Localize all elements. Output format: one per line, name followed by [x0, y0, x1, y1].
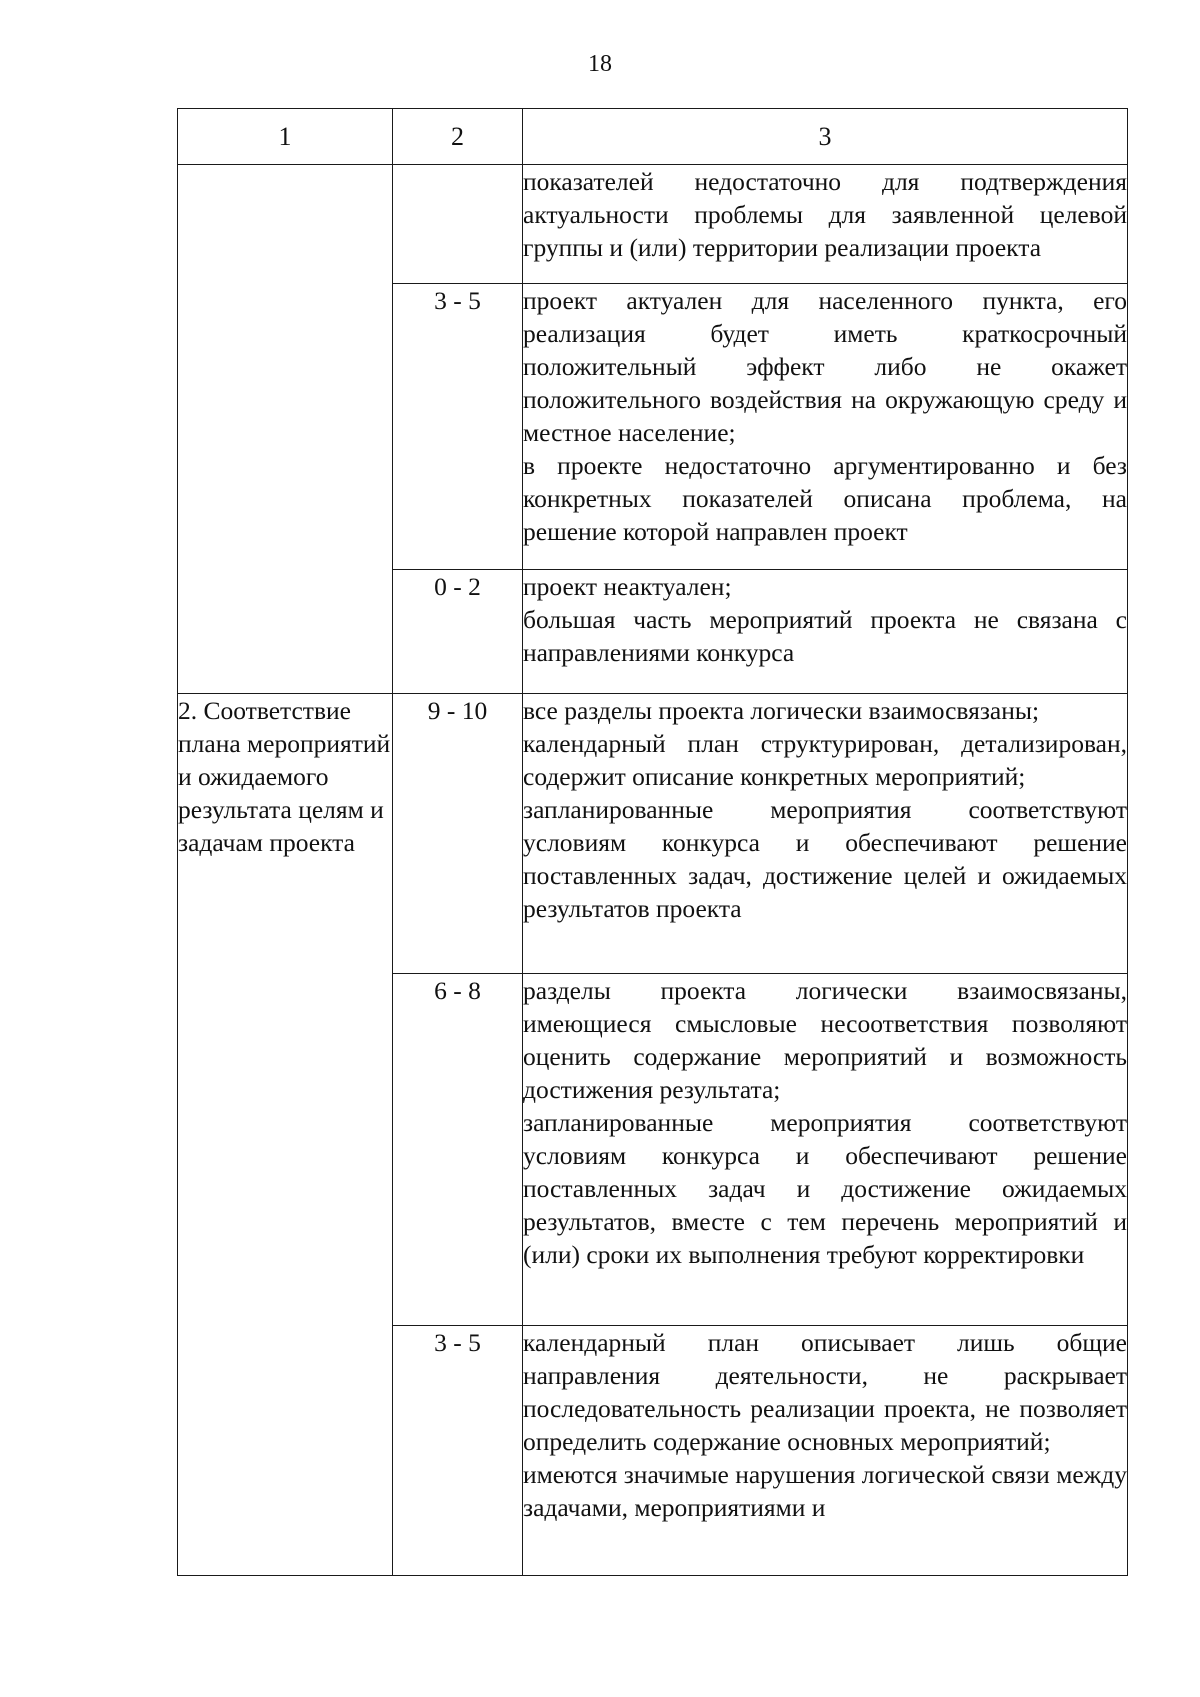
score-cell: 0 - 2: [393, 570, 523, 694]
description-cell: [523, 570, 1128, 694]
column-header-3: 3: [523, 109, 1128, 165]
table-row: [178, 165, 1128, 284]
column-header-2: 2: [393, 109, 523, 165]
criterion-cell: [178, 165, 393, 694]
description-line: проект актуален для населенного пункта, его реализация будет иметь краткосрочный положительный эффект либо не окажет положительного воздействия на окружающую среду и местное население;: [523, 286, 1127, 447]
description-line: в проекте недостаточно аргументированно и без конкретных показателей описана проблема, на решение которой направлен проект: [523, 451, 1127, 546]
criterion-cell: 2. Соответствие плана мероприятий и ожидаемого результата целям и задачам проекта: [178, 694, 393, 1576]
page-number: 18: [588, 51, 612, 77]
description-line: все разделы проекта логически взаимосвязаны;: [523, 696, 1040, 725]
description-line: запланированные мероприятия соответствуют условиям конкурса и обеспечивают решение поставленных задач, достижение целей и ожидаемых результатов проекта: [523, 795, 1127, 923]
description-line: большая часть мероприятий проекта не связана с направлениями конкурса: [523, 605, 1127, 667]
description-cell: [523, 165, 1128, 284]
description-line: календарный план описывает лишь общие направления деятельности, не раскрывает последовательность реализации проекта, не позволяет определить содержание основных мероприятий;: [523, 1328, 1127, 1456]
column-header-1: 1: [178, 109, 393, 165]
description-line: запланированные мероприятия соответствуют условиям конкурса и обеспечивают решение поставленных задач и достижение ожидаемых результатов, вместе с тем перечень мероприятий и (или) сроки их выполнения требуют корректировки: [523, 1108, 1127, 1269]
evaluation-criteria-table: [177, 108, 1128, 1576]
description-cell: [523, 1326, 1128, 1576]
score-cell: [393, 165, 523, 284]
score-cell: 3 - 5: [393, 284, 523, 570]
description-line: разделы проекта логически взаимосвязаны, имеющиеся смысловые несоответствия позволяют оценить содержание мероприятий и возможность достижения результата;: [523, 976, 1127, 1104]
description-line: имеются значимые нарушения логической связи между задачами, мероприятиями и: [523, 1460, 1127, 1522]
description-line: показателей недостаточно для подтверждения актуальности проблемы для заявленной целевой группы и (или) территории реализации проекта: [523, 167, 1127, 262]
description-line: проект неактуален;: [523, 572, 732, 601]
score-cell: 9 - 10: [393, 694, 523, 974]
description-cell: [523, 974, 1128, 1326]
table-header-row: [178, 109, 1128, 165]
description-line: календарный план структурирован, детализирован, содержит описание конкретных мероприятий;: [523, 729, 1127, 791]
description-cell: [523, 284, 1128, 570]
score-cell: 6 - 8: [393, 974, 523, 1326]
table-row: [178, 694, 1128, 974]
description-cell: [523, 694, 1128, 974]
score-cell: 3 - 5: [393, 1326, 523, 1576]
